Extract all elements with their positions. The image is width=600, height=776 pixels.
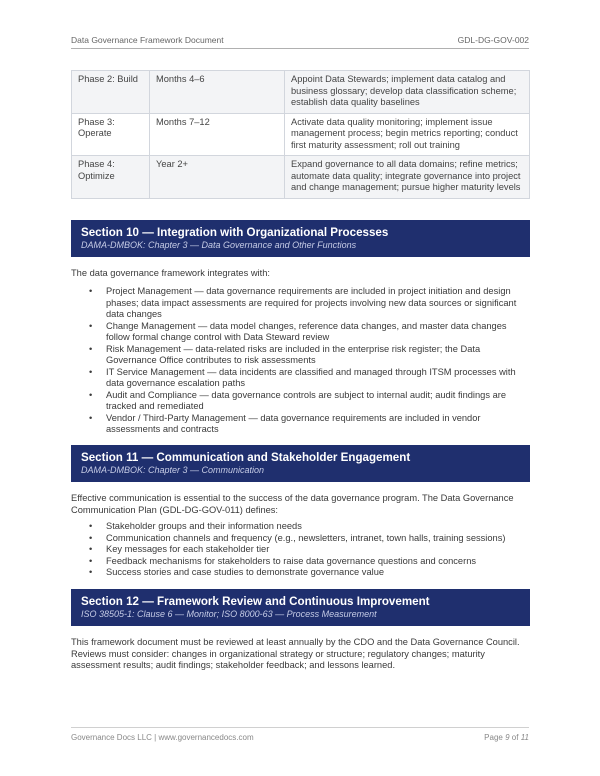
list-item xyxy=(71,321,531,344)
page-footer xyxy=(71,727,529,742)
page-number xyxy=(484,733,529,742)
page-current: 9 xyxy=(505,733,510,742)
bullet-icon: • xyxy=(89,521,93,531)
list-item-text: Risk Management — data-related risks are included in the enterprise risk register; the Data Governance Office contributes to risk assessments xyxy=(106,343,481,365)
section-11-heading xyxy=(71,445,530,482)
list-item-text: Project Management — data governance requirements are included in project initiation and design phases; data impact assessments are required for projects involving new data sources or significant data changes xyxy=(106,286,517,319)
list-item xyxy=(71,367,531,390)
bullet-icon: • xyxy=(89,532,93,543)
list-item-text: Change Management — data model changes, reference data changes, and master data changes follow formal change control with Data Steward review xyxy=(106,320,507,342)
list-item xyxy=(71,521,531,533)
list-item-text: Stakeholder groups and their information needs xyxy=(106,521,302,531)
list-item xyxy=(71,556,531,568)
section-subtitle: DAMA-DMBOK: Chapter 3 — Data Governance and Other Functions xyxy=(81,240,357,250)
phase-cell: Phase 4: Optimize xyxy=(72,156,150,199)
activities-cell: Expand governance to all data domains; refine metrics; automate data quality; integrate governance into project and change management; pursue higher maturity levels xyxy=(285,156,530,199)
list-item xyxy=(71,390,531,413)
table-row xyxy=(72,156,530,199)
timeline-cell: Months 7–12 xyxy=(150,113,285,156)
bullet-icon: • xyxy=(89,366,93,377)
phase-cell: Phase 2: Build xyxy=(72,71,150,114)
list-item-text: Feedback mechanisms for stakeholders to raise data governance questions and concerns xyxy=(106,555,477,566)
header-document-id: GDL-DG-GOV-002 xyxy=(457,35,529,45)
page-header xyxy=(71,35,529,49)
list-item-text: Key messages for each stakeholder tier xyxy=(106,544,270,554)
section-title: Section 11 — Communication and Stakeholder Engagement xyxy=(81,451,411,464)
activities-cell: Activate data quality monitoring; implement issue management process; begin metrics reporting; conduct first maturity assessment; roll out training xyxy=(285,113,530,156)
phases-table xyxy=(71,70,530,199)
activities-cell: Appoint Data Stewards; implement data catalog and business glossary; develop data classification scheme; establish data quality baselines xyxy=(285,71,530,114)
bullet-icon: • xyxy=(89,389,93,400)
list-item xyxy=(71,567,531,579)
bullet-icon: • xyxy=(89,555,93,566)
footer-company: Governance Docs LLC | www.governancedocs.com xyxy=(71,733,254,742)
bullet-icon: • xyxy=(89,320,93,331)
list-item-text: Success stories and case studies to demonstrate governance value xyxy=(106,567,385,577)
page-of: of xyxy=(511,733,519,742)
bullet-icon: • xyxy=(89,567,93,577)
section-12-body: This framework document must be reviewed at least annually by the CDO and the Data Governance Council. Reviews must consider: changes in organizational strategy or structure; regulatory changes; maturity assessment results; audit findings; stakeholder feedback; and lessons learned. xyxy=(71,637,520,670)
section-title: Section 12 — Framework Review and Continuous Improvement xyxy=(81,595,430,608)
section-12-heading xyxy=(71,589,530,626)
section-subtitle: ISO 38505-1: Clause 6 — Monitor; ISO 8000-63 — Process Measurement xyxy=(81,609,377,619)
list-item-text: Audit and Compliance — data governance controls are subject to internal audit; audit findings are tracked and remediated xyxy=(106,389,507,411)
table-row xyxy=(72,113,530,156)
list-item xyxy=(71,544,531,556)
list-item xyxy=(71,413,531,436)
section-10-list xyxy=(71,286,531,436)
bullet-icon: • xyxy=(89,286,93,296)
phase-cell: Phase 3: Operate xyxy=(72,113,150,156)
section-10-heading xyxy=(71,220,530,257)
header-document-title: Data Governance Framework Document xyxy=(71,35,224,45)
list-item-text: Communication channels and frequency (e.g., newsletters, intranet, town halls, training sessions) xyxy=(106,532,506,543)
timeline-cell: Months 4–6 xyxy=(150,71,285,114)
section-subtitle: DAMA-DMBOK: Chapter 3 — Communication xyxy=(81,465,265,475)
section-title: Section 10 — Integration with Organizational Processes xyxy=(81,226,389,239)
list-item-text: Vendor / Third-Party Management — data governance requirements are included in vendor assessments and contracts xyxy=(106,412,481,434)
list-item xyxy=(71,286,531,321)
bullet-icon: • xyxy=(89,544,93,554)
bullet-icon: • xyxy=(89,343,93,354)
section-11-list xyxy=(71,521,531,579)
page-label: Page xyxy=(484,733,503,742)
section-11-intro: Effective communication is essential to the success of the data governance program. The Data Governance Communication Plan (GDL-DG-GOV-011) defines: xyxy=(71,493,514,515)
timeline-cell: Year 2+ xyxy=(150,156,285,199)
section-10-intro: The data governance framework integrates with: xyxy=(71,268,270,278)
list-item-text: IT Service Management — data incidents are classified and managed through ITSM processes with data governance escalation paths xyxy=(106,366,516,388)
bullet-icon: • xyxy=(89,412,93,423)
table-row xyxy=(72,71,530,114)
list-item xyxy=(71,533,531,545)
list-item xyxy=(71,344,531,367)
page-total: 11 xyxy=(520,733,529,742)
